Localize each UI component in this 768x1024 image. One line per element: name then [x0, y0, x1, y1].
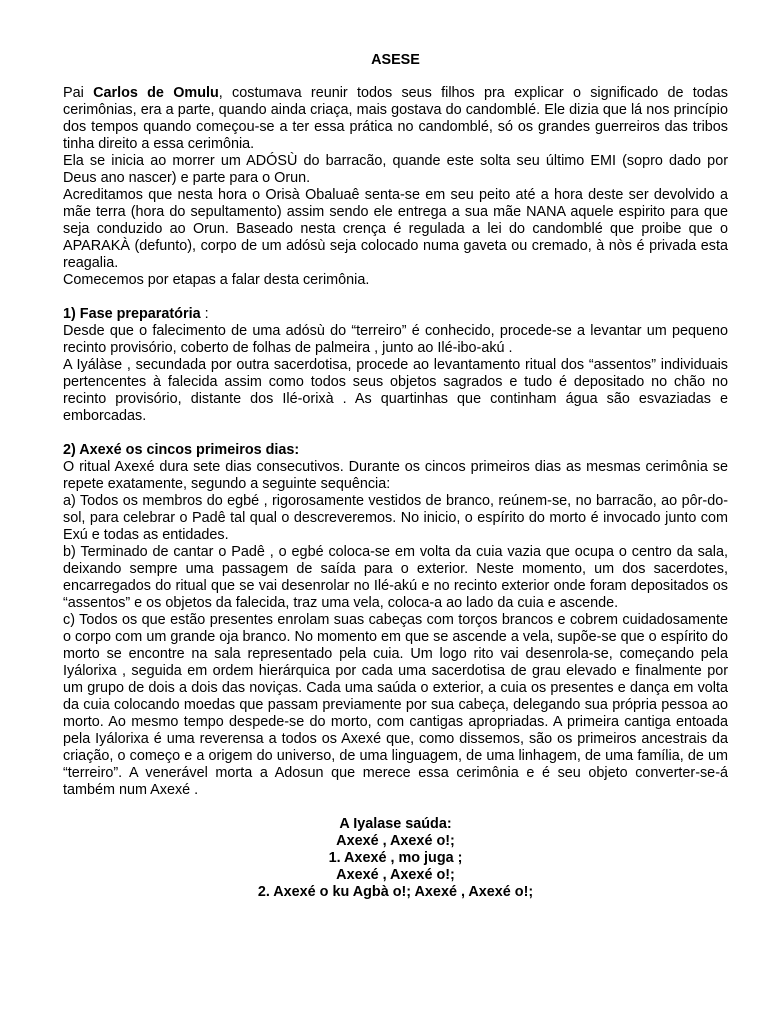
- paragraph-etapas: Comecemos por etapas a falar desta cerimônia.: [63, 272, 370, 288]
- section2-heading-line: [63, 442, 728, 459]
- chant-line-1: A Iyalase saúda:: [339, 816, 452, 832]
- section2-item-a: a) Todos os membros do egbé , rigorosamente vestidos de branco, reúnem-se, no barracão, ao pôr-do-sol, para celebrar o Padê tal qual o descreveremos. No inicio, o espírito do morto é invocado junto com Exú e todas as entidades.: [63, 493, 728, 543]
- intro-paragraph: [63, 85, 728, 153]
- section2-item-c: c) Todos os que estão presentes enrolam suas cabeças com torços brancos e cobrem cuidadosamente o corpo com um grande oja branco. No momento em que se ascende a vela, supõe-se que o espírito do morto se encontre na sala representado pela cuia. Um logo rito vai desenrola-se, começando pela Iyálorixa , seguida em ordem hierárquica por cada uma sacerdotisa de grau elevado e finalmente por um grupo de dois a dois das noviças. Cada uma saúda o exterior, a cuia os presentes e dança em volta da cuia colocando moedas que passam previamente por sua cabeça, delegando sua própria pessoa ao morto. Ao mesmo tempo despede-se do morto, com cantigas apropriadas. A primeira cantiga entoada pela Iyálorixa é uma reverensa a todos os Axexé que, como dissemos, são os primeiros ancestrais da criação, o começo e a origem do universo, de uma linguagem, de uma linhagem, de uma família, de um “terreiro”. A venerável morta a Adosun que merece essa cerimônia e é seu objeto converter-se-á também num Axexé .: [63, 612, 728, 798]
- chant-line-3: 1. Axexé , mo juga ;: [328, 850, 463, 866]
- section1-heading-suffix: :: [200, 306, 209, 322]
- chant-line-2: Axexé , Axexé o!;: [336, 833, 455, 849]
- section2-item-b: b) Terminado de cantar o Padê , o egbé coloca-se em volta da cuia vazia que ocupa o centro da sala, deixando sempre uma passagem de saída para o exterior. Neste momento, um dos sacerdotes, encarregados do ritual que se vai desenrolar no Ilé-akú e no recinto exterior onde foram depositados os “assentos” e os objetos da falecida, traz uma vela, coloca-a ao lado da cuia e ascende.: [63, 544, 728, 611]
- paragraph-emi: Ela se inicia ao morrer um ADÓSÙ do barracão, quande este solta seu último EMI (sopro dado por Deus ano nascer) e parte para o Orun.: [63, 153, 728, 186]
- spacer: [63, 425, 728, 442]
- section1-heading-line: [63, 306, 728, 323]
- chant-line-5: 2. Axexé o ku Agbà o!; Axexé , Axexé o!;: [257, 884, 534, 900]
- author-name: Carlos de Omulu: [93, 85, 219, 101]
- chant-block: [63, 816, 728, 901]
- document-title: ASESE: [371, 52, 420, 68]
- intro-text: , costumava reunir todos seus filhos pra explicar o significado de todas cerimônias, era a parte, quando ainda criaça, mais gostava do candomblé. Ele dizia que lá nos princípio dos tempos quando começou-se a ter essa prática no candomblé, só os grandes guerreiros das tribos tinha direito a essa cerimônia.: [63, 85, 728, 152]
- document-page: [63, 52, 728, 901]
- paragraph-obaluae: Acreditamos que nesta hora o Orisà Obaluaê senta-se em seu peito até a hora deste ser devolvido a mãe terra (hora do sepultamento) assim sendo ele entrega a sua mãe NANA aquele espirito para que seja conduzido ao Orun. Baseado nesta crença é regulada a lei do candomblé que proibe que o APARAKÀ (defunto), corpo de um adósù seja colocado numa gaveta ou cremado, à nòs é privada esta reagalia.: [63, 187, 728, 271]
- section2-paragraph-1: O ritual Axexé dura sete dias consecutivos. Durante os cincos primeiros dias as mesmas cerimônia se repete exatamente, segundo a seguinte sequência:: [63, 459, 728, 492]
- spacer: [63, 289, 728, 306]
- section1-heading: 1) Fase preparatória: [63, 306, 201, 322]
- section2-heading: 2) Axexé os cincos primeiros dias:: [63, 442, 300, 458]
- section1-paragraph-1: Desde que o falecimento de uma adósù do “terreiro” é conhecido, procede-se a levantar um pequeno recinto provisório, coberto de folhas de palmeira , junto ao Ilé-ibo-akú .: [63, 323, 728, 356]
- chant-line-4: Axexé , Axexé o!;: [336, 867, 455, 883]
- intro-lead: Pai: [63, 85, 94, 101]
- section1-paragraph-2: A Iyálàse , secundada por outra sacerdotisa, procede ao levantamento ritual dos “assentos” individuais pertencentes à falecida assim como todos seus objetos sagrados e tudo é depositado no chão no recinto provisório, distante dos Ilé-orixà . As quartinhas que continham água são esvaziadas e emborcadas.: [63, 357, 728, 424]
